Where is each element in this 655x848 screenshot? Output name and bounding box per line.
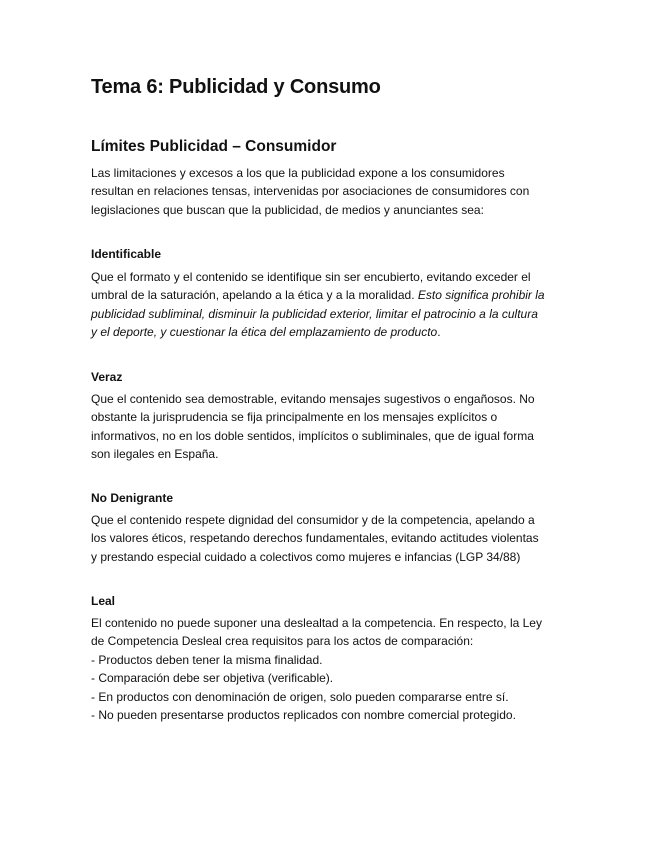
paragraph-leal xyxy=(91,614,571,724)
text-line: El contenido no puede suponer una deslealtad a la competencia. En respecto, la Ley xyxy=(91,616,542,630)
text-line: Que el contenido sea demostrable, evitando mensajes sugestivos o engañosos. No xyxy=(91,392,535,406)
list-item: - En productos con denominación de origen, solo pueden compararse entre sí. xyxy=(91,689,509,704)
text-line: Las limitaciones y excesos a los que la publicidad expone a los consumidores xyxy=(91,166,505,180)
list-item: - Comparación debe ser objetiva (verificable). xyxy=(91,671,334,686)
text-line: legislaciones que buscan que la publicidad, de medios y anunciantes sea: xyxy=(91,202,484,217)
intro-paragraph xyxy=(91,164,571,219)
paragraph-veraz xyxy=(91,390,571,464)
heading-veraz: Veraz xyxy=(91,370,123,384)
section-subtitle: Límites Publicidad – Consumidor xyxy=(91,138,337,155)
italic-text-run: publicidad subliminal, disminuir la publicidad exterior, limitar el patrocinio a la cultura xyxy=(91,306,538,321)
text-line: resultan en relaciones tensas, intervenidas por asociaciones de consumidores con xyxy=(91,184,530,199)
text-run: Que el formato y el contenido se identifique sin ser encubierto, evitando exceder el xyxy=(91,270,531,284)
text-line xyxy=(91,268,571,286)
heading-no-denigrante: No Denigrante xyxy=(91,491,174,505)
text-run: umbral de la saturación, apelando a la ética y a la moralidad. xyxy=(91,288,418,303)
italic-text-run: y el deporte, y cuestionar la ética del emplazamiento de producto xyxy=(91,325,438,340)
text-line: son ilegales en España. xyxy=(91,447,219,462)
text-line: de Competencia Desleal crea requisitos para los actos de comparación: xyxy=(91,634,474,649)
text-line: informativos, no en los doble sentidos, implícitos o subliminales, que de igual forma xyxy=(91,428,534,443)
heading-identificable: Identificable xyxy=(91,247,162,261)
text-line xyxy=(91,286,571,304)
heading-leal: Leal xyxy=(91,594,116,608)
list-item: - No pueden presentarse productos replicados con nombre comercial protegido. xyxy=(91,708,516,723)
text-line: los valores éticos, respetando derechos fundamentales, evitando actitudes violentas xyxy=(91,531,539,546)
text-line: obstante la jurisprudencia se fija principalmente en los mensajes explícitos o xyxy=(91,410,498,425)
text-line: Que el contenido respete dignidad del consumidor y de la competencia, apelando a xyxy=(91,513,535,527)
italic-text-run: Esto significa prohibir la xyxy=(417,288,545,303)
document-title: Tema 6: Publicidad y Consumo xyxy=(91,76,381,98)
paragraph-no-denigrante xyxy=(91,511,571,566)
text-run: . xyxy=(437,325,441,340)
text-line: y prestando especial cuidado a colectivos como mujeres e infancias (LGP 34/88) xyxy=(91,549,521,564)
paragraph-identificable xyxy=(91,268,571,342)
list-item: - Productos deben tener la misma finalidad. xyxy=(91,652,323,667)
text-line xyxy=(91,305,571,323)
text-line xyxy=(91,323,571,341)
